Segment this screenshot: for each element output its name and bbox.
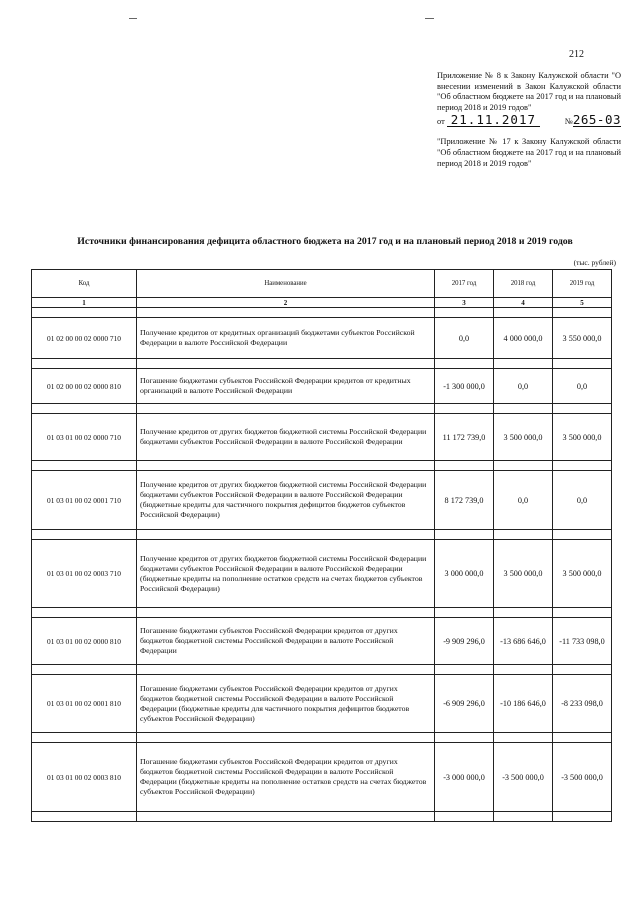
spacer-cell [137, 530, 435, 540]
name-cell: Погашение бюджетами субъектов Российской Федерации кредитов от кредитных организаций в валюте Российской Федерации [137, 369, 435, 404]
spacer-row [32, 530, 612, 540]
code-cell: 01 03 01 00 02 0003 810 [32, 743, 137, 812]
code-cell: 01 03 01 00 02 0000 810 [32, 618, 137, 665]
value-2017-cell: -1 300 000,0 [435, 369, 494, 404]
value-2019-cell: 0,0 [553, 369, 612, 404]
column-number: 3 [435, 298, 494, 308]
value-2018-cell: 3 500 000,0 [494, 540, 553, 608]
spacer-row [32, 308, 612, 318]
spacer-row [32, 608, 612, 618]
spacer-cell [553, 530, 612, 540]
table-row [32, 675, 612, 733]
spacer-cell [494, 733, 553, 743]
spacer-cell [494, 530, 553, 540]
name-cell: Получение кредитов от других бюджетов бюджетной системы Российской Федерации бюджетами субъектов Российской Федерации в валюте Российской Федерации (бюджетные кредиты для частичного покрытия дефицитов бюджетов субъектов Российской Федерации) [137, 471, 435, 530]
law-date: 21.11.2017 [447, 114, 540, 127]
name-cell: Погашение бюджетами субъектов Российской Федерации кредитов от других бюджетов бюджетной системы Российской Федерации в валюте Российской Федерации (бюджетные кредиты на пополнение остатков средств на счетах бюджетов субъектов Российской Федерации) [137, 743, 435, 812]
spacer-cell [32, 812, 137, 822]
budget-table [31, 269, 612, 822]
column-number: 4 [494, 298, 553, 308]
value-2018-cell: 3 500 000,0 [494, 414, 553, 461]
table-row [32, 414, 612, 461]
value-2018-cell: 0,0 [494, 369, 553, 404]
column-number: 1 [32, 298, 137, 308]
code-cell: 01 03 01 00 02 0001 810 [32, 675, 137, 733]
code-cell: 01 03 01 00 02 0003 710 [32, 540, 137, 608]
value-2018-cell: 4 000 000,0 [494, 318, 553, 359]
spacer-cell [32, 461, 137, 471]
spacer-cell [553, 308, 612, 318]
spacer-cell [435, 359, 494, 369]
value-2017-cell: -9 909 296,0 [435, 618, 494, 665]
column-number: 2 [137, 298, 435, 308]
scan-mark [425, 18, 434, 19]
table-row [32, 318, 612, 359]
spacer-cell [435, 733, 494, 743]
value-2017-cell: 11 172 739,0 [435, 414, 494, 461]
spacer-row [32, 404, 612, 414]
spacer-cell [137, 359, 435, 369]
spacer-cell [32, 665, 137, 675]
table-row [32, 471, 612, 530]
header-2019: 2019 год [553, 270, 612, 298]
spacer-row [32, 461, 612, 471]
value-2017-cell: 8 172 739,0 [435, 471, 494, 530]
value-2019-cell: 3 500 000,0 [553, 414, 612, 461]
value-2018-cell: -3 500 000,0 [494, 743, 553, 812]
spacer-cell [494, 812, 553, 822]
name-cell: Получение кредитов от других бюджетов бюджетной системы Российской Федерации бюджетами субъектов Российской Федерации в валюте Российской Федерации (бюджетные кредиты на пополнение остатков средств на счетах бюджетов субъектов Российской Федерации) [137, 540, 435, 608]
spacer-cell [494, 359, 553, 369]
spacer-cell [137, 461, 435, 471]
appendix-header [437, 71, 621, 169]
value-2017-cell: 3 000 000,0 [435, 540, 494, 608]
code-cell: 01 02 00 00 02 0000 710 [32, 318, 137, 359]
spacer-cell [32, 530, 137, 540]
value-2019-cell: 0,0 [553, 471, 612, 530]
header-code: Код [32, 270, 137, 298]
code-cell: 01 02 00 00 02 0000 810 [32, 369, 137, 404]
value-2018-cell: -13 686 646,0 [494, 618, 553, 665]
spacer-cell [435, 530, 494, 540]
spacer-cell [553, 608, 612, 618]
table-row [32, 618, 612, 665]
budget-table-body [32, 270, 612, 822]
table-row [32, 540, 612, 608]
spacer-cell [553, 812, 612, 822]
spacer-cell [553, 665, 612, 675]
spacer-cell [435, 461, 494, 471]
table-row [32, 743, 612, 812]
name-cell: Получение кредитов от других бюджетов бюджетной системы Российской Федерации бюджетами субъектов Российской Федерации в валюте Российской Федерации [137, 414, 435, 461]
spacer-cell [137, 665, 435, 675]
units-label: (тыс. рублей) [573, 258, 616, 267]
spacer-cell [137, 733, 435, 743]
header-name: Наименование [137, 270, 435, 298]
spacer-row [32, 733, 612, 743]
spacer-cell [137, 608, 435, 618]
scan-mark [129, 18, 137, 19]
header-2017: 2017 год [435, 270, 494, 298]
appendix-original-text: "Приложение № 17 к Закону Калужской области "Об областном бюджете на 2017 год и на плановый период 2018 и 2019 годов" [437, 137, 621, 168]
header-2018: 2018 год [494, 270, 553, 298]
spacer-row [32, 665, 612, 675]
spacer-cell [435, 404, 494, 414]
value-2018-cell: 0,0 [494, 471, 553, 530]
spacer-cell [137, 812, 435, 822]
spacer-row [32, 812, 612, 822]
spacer-cell [137, 308, 435, 318]
law-number: 265-03 [572, 112, 621, 128]
value-2017-cell: -6 909 296,0 [435, 675, 494, 733]
number-prefix: № [564, 116, 573, 126]
table-row [32, 369, 612, 404]
spacer-cell [553, 461, 612, 471]
spacer-cell [553, 404, 612, 414]
value-2019-cell: -3 500 000,0 [553, 743, 612, 812]
spacer-cell [32, 608, 137, 618]
value-2019-cell: -8 233 098,0 [553, 675, 612, 733]
value-2019-cell: 3 500 000,0 [553, 540, 612, 608]
spacer-cell [435, 608, 494, 618]
name-cell: Погашение бюджетами субъектов Российской Федерации кредитов от других бюджетов бюджетной системы Российской Федерации в валюте Российской Федерации (бюджетные кредиты для частичного покрытия дефицитов бюджетов субъектов Российской Федерации) [137, 675, 435, 733]
spacer-cell [137, 404, 435, 414]
value-2017-cell: -3 000 000,0 [435, 743, 494, 812]
date-prefix: от [437, 116, 445, 126]
appendix-text: Приложение № 8 к Закону Калужской области "О внесении изменений в Закон Калужской области "Об областном бюджете на 2017 год и на плановый период 2018 и 2019 годов" [437, 71, 621, 112]
document-title: Источники финансирования дефицита областного бюджета на 2017 год и на плановый период 2018 и 2019 годов [77, 236, 573, 247]
spacer-cell [435, 308, 494, 318]
header-row [32, 270, 612, 298]
code-cell: 01 03 01 00 02 0000 710 [32, 414, 137, 461]
name-cell: Получение кредитов от кредитных организаций бюджетами субъектов Российской Федерации в валюте Российской Федерации [137, 318, 435, 359]
spacer-cell [32, 733, 137, 743]
spacer-cell [553, 359, 612, 369]
code-cell: 01 03 01 00 02 0001 710 [32, 471, 137, 530]
spacer-cell [32, 359, 137, 369]
spacer-cell [435, 665, 494, 675]
spacer-cell [494, 461, 553, 471]
spacer-cell [494, 665, 553, 675]
value-2019-cell: 3 550 000,0 [553, 318, 612, 359]
column-number: 5 [553, 298, 612, 308]
spacer-cell [494, 608, 553, 618]
column-numbers-row [32, 298, 612, 308]
name-cell: Погашение бюджетами субъектов Российской Федерации кредитов от других бюджетов бюджетной системы Российской Федерации в валюте Российской Федерации [137, 618, 435, 665]
spacer-cell [32, 404, 137, 414]
value-2019-cell: -11 733 098,0 [553, 618, 612, 665]
spacer-cell [553, 733, 612, 743]
spacer-cell [494, 308, 553, 318]
spacer-cell [32, 308, 137, 318]
spacer-cell [494, 404, 553, 414]
value-2018-cell: -10 186 646,0 [494, 675, 553, 733]
spacer-row [32, 359, 612, 369]
spacer-cell [435, 812, 494, 822]
value-2017-cell: 0,0 [435, 318, 494, 359]
page-number: 212 [569, 49, 584, 60]
appendix-signature-line [437, 114, 621, 127]
